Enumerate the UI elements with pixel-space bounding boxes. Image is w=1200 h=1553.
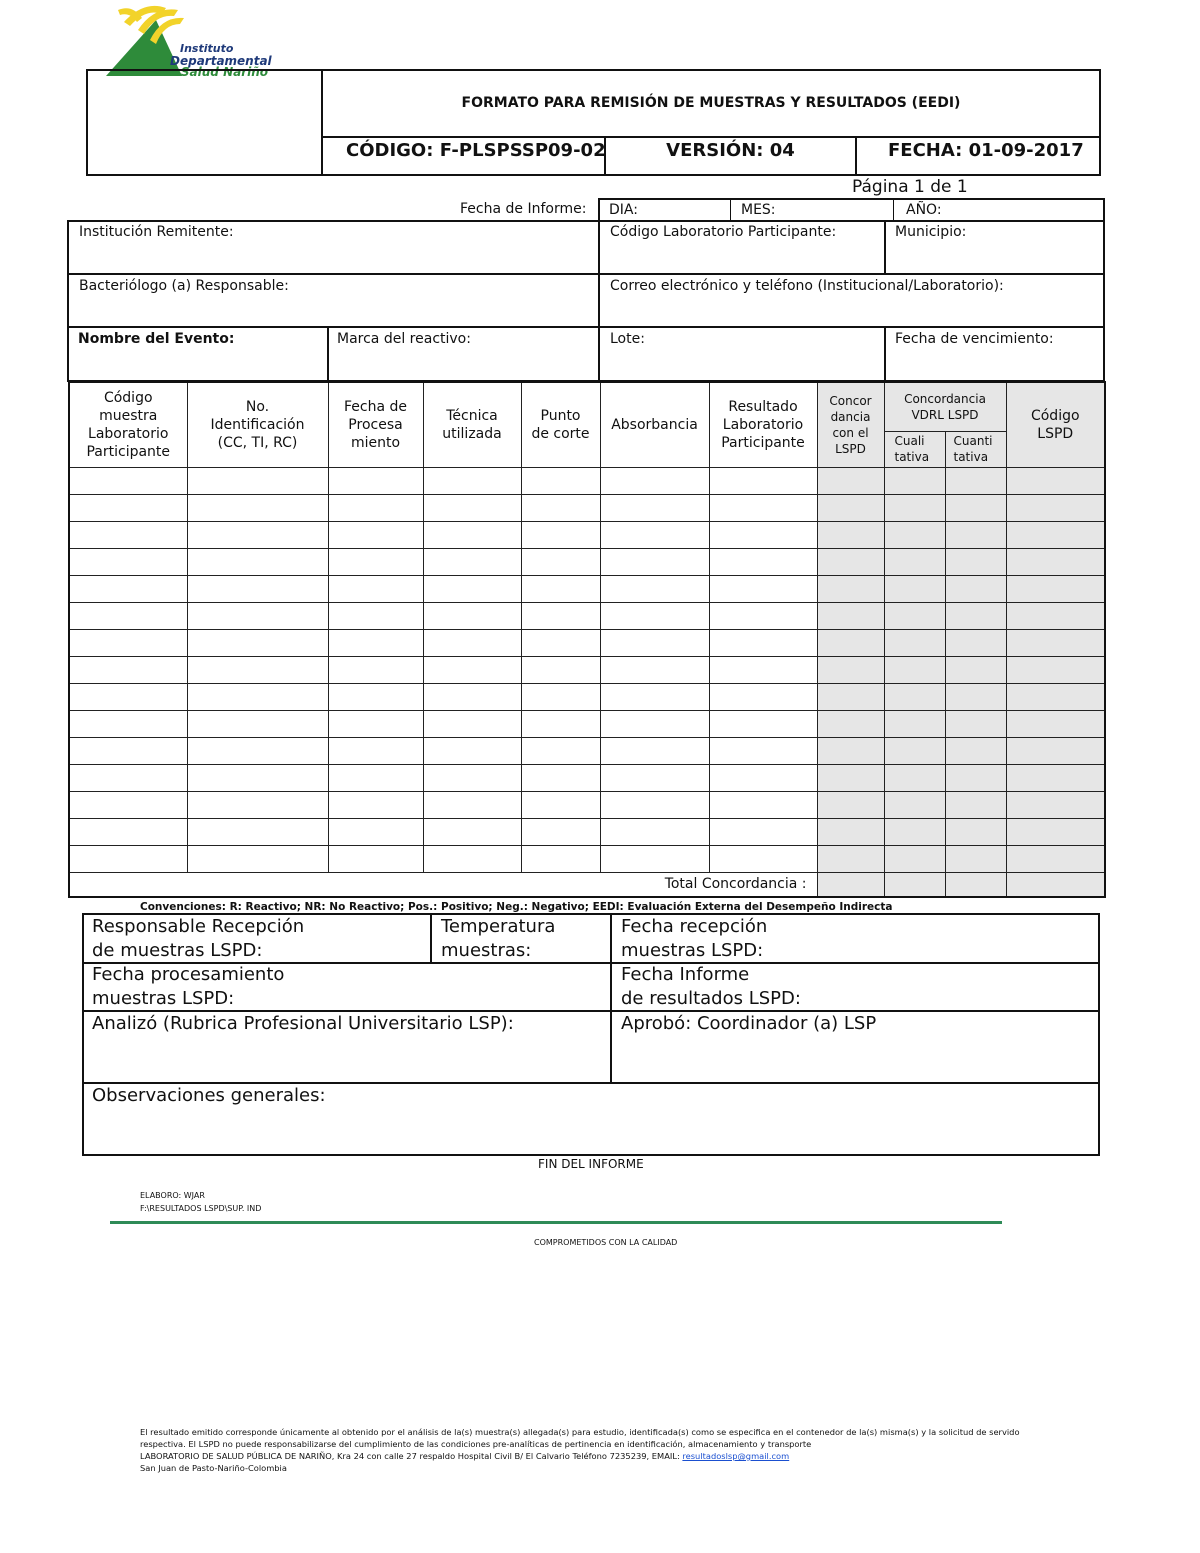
table-cell[interactable] — [328, 548, 423, 575]
table-row — [69, 656, 1105, 683]
institution-logo — [104, 0, 304, 78]
table-cell[interactable] — [817, 521, 884, 548]
table-cell[interactable] — [69, 467, 187, 494]
table-cell[interactable] — [709, 683, 817, 710]
total-cell[interactable] — [884, 872, 945, 897]
table-cell[interactable] — [1006, 818, 1105, 845]
sample-temperature-field[interactable]: Temperatura muestras: — [441, 916, 556, 961]
col-header-id-number: No. Identificación (CC, TI, RC) — [187, 382, 328, 467]
year-field[interactable]: AÑO: — [906, 202, 942, 218]
table-header-row — [69, 382, 1105, 431]
approved-by-field[interactable]: Aprobó: Coordinador (a) LSP — [621, 1013, 877, 1034]
table-cell[interactable] — [817, 602, 884, 629]
total-cell[interactable] — [1006, 872, 1105, 897]
table-cell[interactable] — [709, 737, 817, 764]
table-cell[interactable] — [328, 710, 423, 737]
table-cell[interactable] — [945, 656, 1006, 683]
table-cell[interactable] — [423, 656, 521, 683]
table-cell[interactable] — [187, 494, 328, 521]
table-cell[interactable] — [817, 818, 884, 845]
table-cell[interactable] — [328, 467, 423, 494]
table-cell[interactable] — [423, 737, 521, 764]
table-cell[interactable] — [69, 764, 187, 791]
table-cell[interactable] — [423, 845, 521, 872]
table-cell[interactable] — [521, 791, 600, 818]
table-cell[interactable] — [1006, 845, 1105, 872]
table-row — [69, 845, 1105, 872]
table-cell[interactable] — [1006, 683, 1105, 710]
col-header-lab-result: Resultado Laboratorio Participante — [709, 382, 817, 467]
table-row — [69, 494, 1105, 521]
table-cell[interactable] — [945, 845, 1006, 872]
logo-line1: Instituto — [180, 42, 234, 55]
table-cell[interactable] — [423, 467, 521, 494]
table-cell[interactable] — [709, 845, 817, 872]
table-cell[interactable] — [817, 575, 884, 602]
lot-field[interactable]: Lote: — [610, 331, 645, 347]
col-header-absorbance: Absorbancia — [600, 382, 709, 467]
table-cell[interactable] — [884, 548, 945, 575]
document-title: FORMATO PARA REMISIÓN DE MUESTRAS Y RESULTADOS (EEDI) — [461, 95, 961, 111]
table-cell[interactable] — [187, 602, 328, 629]
table-cell[interactable] — [600, 629, 709, 656]
page-number: Página 1 de 1 — [852, 177, 968, 197]
table-row — [69, 575, 1105, 602]
table-cell[interactable] — [69, 575, 187, 602]
table-cell[interactable] — [709, 602, 817, 629]
table-cell[interactable] — [709, 791, 817, 818]
footer-line1: El resultado emitido corresponde únicamente al obtenido por el análisis de la(s) muestra(s) allegada(s) para estudio, identificada(s) como se especifica en el contenedor de la(s) misma(s) y la solicitud de servido — [140, 1427, 1020, 1437]
table-cell[interactable] — [600, 710, 709, 737]
table-cell[interactable] — [817, 656, 884, 683]
table-cell[interactable] — [945, 764, 1006, 791]
table-cell[interactable] — [521, 737, 600, 764]
municipality-field[interactable]: Municipio: — [895, 224, 967, 240]
table-cell[interactable] — [600, 683, 709, 710]
table-cell[interactable] — [328, 575, 423, 602]
table-cell[interactable] — [521, 548, 600, 575]
table-cell[interactable] — [423, 764, 521, 791]
reception-date-field[interactable]: Fecha recepción muestras LSPD: — [621, 916, 768, 961]
table-cell[interactable] — [521, 467, 600, 494]
table-cell[interactable] — [600, 467, 709, 494]
table-cell[interactable] — [600, 494, 709, 521]
table-cell[interactable] — [69, 845, 187, 872]
reception-responsible-field[interactable]: Responsable Recepción de muestras LSPD: — [92, 916, 305, 961]
table-cell[interactable] — [328, 521, 423, 548]
table-cell[interactable] — [69, 548, 187, 575]
table-cell[interactable] — [945, 791, 1006, 818]
table-cell[interactable] — [884, 656, 945, 683]
logo-line2: Departamental — [170, 54, 272, 68]
table-cell[interactable] — [817, 467, 884, 494]
table-cell[interactable] — [69, 494, 187, 521]
table-cell[interactable] — [945, 683, 1006, 710]
table-cell[interactable] — [817, 845, 884, 872]
table-cell[interactable] — [884, 710, 945, 737]
table-cell[interactable] — [884, 737, 945, 764]
col-header-qualitative: Cuali tativa — [884, 431, 945, 467]
sending-institution-field[interactable]: Institución Remitente: — [79, 224, 234, 240]
table-cell[interactable] — [69, 602, 187, 629]
total-cell[interactable] — [945, 872, 1006, 897]
table-cell[interactable] — [69, 683, 187, 710]
table-cell[interactable] — [600, 548, 709, 575]
table-cell[interactable] — [709, 710, 817, 737]
table-cell[interactable] — [69, 737, 187, 764]
table-cell[interactable] — [884, 521, 945, 548]
day-field[interactable]: DIA: — [609, 202, 638, 218]
table-cell[interactable] — [328, 737, 423, 764]
col-header-lspd-code: Código LSPD — [1006, 382, 1105, 467]
table-cell[interactable] — [817, 791, 884, 818]
event-name-field[interactable]: Nombre del Evento: — [78, 331, 235, 347]
table-cell[interactable] — [709, 575, 817, 602]
table-cell[interactable] — [328, 683, 423, 710]
table-cell[interactable] — [600, 764, 709, 791]
total-cell[interactable] — [817, 872, 884, 897]
col-header-quantitative: Cuanti tativa — [945, 431, 1006, 467]
table-cell[interactable] — [817, 764, 884, 791]
table-cell[interactable] — [423, 683, 521, 710]
table-cell[interactable] — [945, 629, 1006, 656]
table-cell[interactable] — [521, 683, 600, 710]
table-cell[interactable] — [521, 575, 600, 602]
table-cell[interactable] — [187, 575, 328, 602]
logo-line3: de Salud Nariño — [160, 66, 269, 76]
table-cell[interactable] — [423, 629, 521, 656]
bacteriologist-field[interactable]: Bacteriólogo (a) Responsable: — [79, 278, 289, 294]
table-cell[interactable] — [423, 521, 521, 548]
table-cell[interactable] — [600, 818, 709, 845]
table-cell[interactable] — [1006, 737, 1105, 764]
table-cell[interactable] — [69, 521, 187, 548]
table-cell[interactable] — [817, 737, 884, 764]
table-cell[interactable] — [187, 467, 328, 494]
table-cell[interactable] — [328, 764, 423, 791]
table-cell[interactable] — [521, 656, 600, 683]
table-cell[interactable] — [1006, 521, 1105, 548]
table-cell[interactable] — [709, 629, 817, 656]
table-row — [69, 683, 1105, 710]
table-cell[interactable] — [521, 764, 600, 791]
table-cell[interactable] — [187, 710, 328, 737]
table-cell[interactable] — [521, 629, 600, 656]
table-row — [69, 818, 1105, 845]
elaborated-by: ELABORO: WJAR — [140, 1191, 205, 1200]
reagent-brand-field[interactable]: Marca del reactivo: — [337, 331, 471, 347]
table-cell[interactable] — [884, 602, 945, 629]
table-cell[interactable] — [709, 548, 817, 575]
table-cell[interactable] — [600, 575, 709, 602]
table-row — [69, 737, 1105, 764]
table-cell[interactable] — [600, 521, 709, 548]
table-cell[interactable] — [328, 845, 423, 872]
table-cell[interactable] — [1006, 494, 1105, 521]
table-cell[interactable] — [423, 602, 521, 629]
quality-motto: COMPROMETIDOS CON LA CALIDAD — [534, 1238, 678, 1247]
table-cell[interactable] — [423, 548, 521, 575]
table-cell[interactable] — [945, 737, 1006, 764]
table-cell[interactable] — [328, 629, 423, 656]
expiry-date-field[interactable]: Fecha de vencimiento: — [895, 331, 1054, 347]
table-cell[interactable] — [945, 467, 1006, 494]
table-cell[interactable] — [709, 467, 817, 494]
table-cell[interactable] — [521, 602, 600, 629]
table-cell[interactable] — [423, 494, 521, 521]
table-cell[interactable] — [187, 737, 328, 764]
table-cell[interactable] — [423, 710, 521, 737]
table-cell[interactable] — [945, 710, 1006, 737]
table-cell[interactable] — [328, 656, 423, 683]
col-header-processing-date: Fecha de Procesa miento — [328, 382, 423, 467]
table-cell[interactable] — [328, 791, 423, 818]
table-row — [69, 710, 1105, 737]
col-header-sample-code: Código muestra Laboratorio Participante — [69, 382, 187, 467]
table-cell[interactable] — [1006, 548, 1105, 575]
table-cell[interactable] — [187, 521, 328, 548]
document-version: VERSIÓN: 04 — [666, 140, 795, 161]
table-cell[interactable] — [423, 575, 521, 602]
table-row — [69, 629, 1105, 656]
table-cell[interactable] — [884, 845, 945, 872]
table-cell[interactable] — [884, 467, 945, 494]
table-row — [69, 602, 1105, 629]
table-cell[interactable] — [521, 710, 600, 737]
table-cell[interactable] — [1006, 602, 1105, 629]
table-cell[interactable] — [884, 575, 945, 602]
table-row — [69, 521, 1105, 548]
conventions-note: Convenciones: R: Reactivo; NR: No Reactivo; Pos.: Positivo; Neg.: Negativo; EEDI: Evaluación Externa del Desempeño Indirecta — [140, 901, 893, 913]
table-cell[interactable] — [817, 494, 884, 521]
table-cell[interactable] — [600, 656, 709, 683]
table-cell[interactable] — [709, 521, 817, 548]
footer-line2: respectiva. El LSPD no puede responsabilizarse del cumplimiento de las condiciones pre-analíticas de pertinencia en identificación, almacenamiento y transporte — [140, 1439, 812, 1449]
footer-disclaimer — [140, 1426, 1100, 1474]
table-cell[interactable] — [945, 521, 1006, 548]
table-cell[interactable] — [187, 791, 328, 818]
table-cell[interactable] — [1006, 656, 1105, 683]
table-row — [69, 764, 1105, 791]
lab-code-field[interactable]: Código Laboratorio Participante: — [610, 224, 837, 240]
table-cell[interactable] — [328, 818, 423, 845]
table-cell[interactable] — [1006, 575, 1105, 602]
footer-address: LABORATORIO DE SALUD PÚBLICA DE NARIÑO, Kra 24 con calle 27 respaldo Hospital Civil B/ El Calvario Teléfono 7235239, EMAIL: — [140, 1451, 683, 1461]
table-cell[interactable] — [884, 791, 945, 818]
table-cell[interactable] — [423, 791, 521, 818]
table-cell[interactable] — [945, 818, 1006, 845]
total-row — [69, 872, 1105, 897]
table-cell[interactable] — [600, 737, 709, 764]
table-cell[interactable] — [521, 845, 600, 872]
footer-city: San Juan de Pasto-Nariño-Colombia — [140, 1463, 287, 1473]
table-cell[interactable] — [884, 764, 945, 791]
table-cell[interactable] — [328, 494, 423, 521]
table-cell[interactable] — [328, 602, 423, 629]
table-cell[interactable] — [1006, 791, 1105, 818]
green-divider — [110, 1221, 1002, 1224]
document-code: CÓDIGO: F-PLSPSSP09-02 — [346, 140, 606, 161]
table-cell[interactable] — [600, 791, 709, 818]
table-cell[interactable] — [884, 494, 945, 521]
table-cell[interactable] — [187, 683, 328, 710]
table-cell[interactable] — [709, 764, 817, 791]
col-header-cutoff: Punto de corte — [521, 382, 600, 467]
table-cell[interactable] — [521, 818, 600, 845]
table-cell[interactable] — [817, 710, 884, 737]
table-cell[interactable] — [884, 683, 945, 710]
month-field[interactable]: MES: — [741, 202, 776, 218]
table-cell[interactable] — [945, 548, 1006, 575]
table-cell[interactable] — [817, 683, 884, 710]
file-path: F:\RESULTADOS LSPD\SUP. IND — [140, 1204, 262, 1213]
table-cell[interactable] — [69, 818, 187, 845]
table-cell[interactable] — [709, 818, 817, 845]
table-cell[interactable] — [187, 845, 328, 872]
footer-email-link[interactable]: resultadoslsp@gmail.com — [682, 1451, 790, 1461]
table-cell[interactable] — [187, 548, 328, 575]
table-cell[interactable] — [709, 656, 817, 683]
table-cell[interactable] — [600, 602, 709, 629]
table-cell[interactable] — [187, 818, 328, 845]
table-cell[interactable] — [817, 548, 884, 575]
table-row — [69, 467, 1105, 494]
report-date-label: Fecha de Informe: — [460, 201, 587, 217]
table-cell[interactable] — [1006, 764, 1105, 791]
email-phone-field[interactable]: Correo electrónico y teléfono (Institucional/Laboratorio): — [610, 278, 1004, 294]
table-cell[interactable] — [521, 494, 600, 521]
table-cell[interactable] — [945, 575, 1006, 602]
table-cell[interactable] — [69, 791, 187, 818]
document-date: FECHA: 01-09-2017 — [888, 140, 1084, 161]
end-of-report: FIN DEL INFORME — [538, 1157, 644, 1171]
total-concordance-label: Total Concordancia : — [69, 872, 817, 897]
table-cell[interactable] — [187, 629, 328, 656]
col-header-vdrl-concordance: Concordancia VDRL LSPD — [884, 382, 1006, 431]
table-cell[interactable] — [709, 494, 817, 521]
table-cell[interactable] — [423, 818, 521, 845]
col-header-technique: Técnica utilizada — [423, 382, 521, 467]
table-cell[interactable] — [69, 656, 187, 683]
report-date-field[interactable]: Fecha Informe de resultados LSPD: — [621, 964, 801, 1009]
info-grid — [67, 220, 1105, 382]
table-cell[interactable] — [1006, 710, 1105, 737]
table-cell[interactable] — [1006, 629, 1105, 656]
table-cell[interactable] — [817, 629, 884, 656]
table-cell[interactable] — [600, 845, 709, 872]
table-cell[interactable] — [1006, 467, 1105, 494]
analyzed-by-field[interactable]: Analizó (Rubrica Profesional Universitario LSP): — [92, 1013, 514, 1034]
table-cell[interactable] — [884, 818, 945, 845]
samples-table — [68, 381, 1106, 898]
table-cell[interactable] — [945, 494, 1006, 521]
table-cell[interactable] — [187, 764, 328, 791]
table-cell[interactable] — [69, 629, 187, 656]
general-observations-field[interactable]: Observaciones generales: — [92, 1085, 326, 1106]
table-cell[interactable] — [945, 602, 1006, 629]
table-row — [69, 791, 1105, 818]
processing-date-field[interactable]: Fecha procesamiento muestras LSPD: — [92, 964, 285, 1009]
col-header-concordance: Concor dancia con el LSPD — [817, 382, 884, 467]
table-cell[interactable] — [69, 710, 187, 737]
table-cell[interactable] — [884, 629, 945, 656]
table-row — [69, 548, 1105, 575]
table-cell[interactable] — [187, 656, 328, 683]
table-cell[interactable] — [521, 521, 600, 548]
